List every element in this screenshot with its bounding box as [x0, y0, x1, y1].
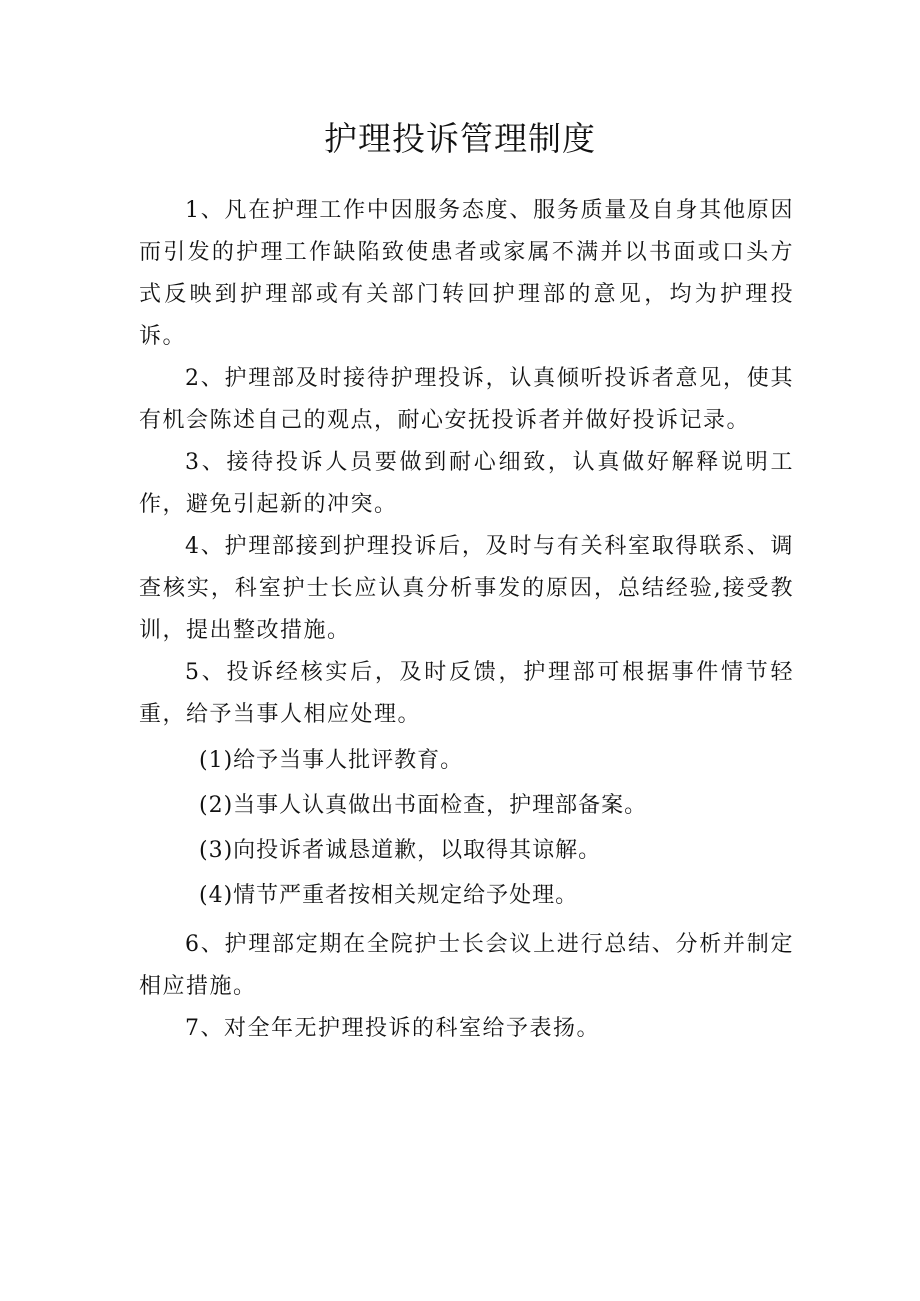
paragraph-5: 5、投诉经核实后，及时反馈，护理部可根据事件情节轻重，给予当事人相应处理。	[139, 660, 794, 727]
paragraph-6: 6、护理部定期在全院护士长会议上进行总结、分析并制定相应措施。	[139, 932, 794, 999]
paragraph-2: 2、护理部及时接待护理投诉，认真倾听投诉者意见，使其有机会陈述自己的观点，耐心安抚投诉者并做好投诉记录。	[139, 366, 794, 433]
penalty-item-2: (2)当事人认真做出书面检查，护理部备案。	[199, 793, 648, 818]
document-body	[139, 190, 794, 1050]
paragraph-7: 7、对全年无护理投诉的科室给予表扬。	[185, 1016, 600, 1041]
penalty-item-3: (3)向投诉者诚恳道歉，以取得其谅解。	[199, 838, 602, 863]
penalty-item-1: (1)给予当事人批评教育。	[199, 748, 464, 773]
document-title: 护理投诉管理制度	[324, 119, 596, 158]
paragraph-4: 4、护理部接到护理投诉后，及时与有关科室取得联系、调查核实，科室护士长应认真分析事发的原因，总结经验,接受教训，提出整改措施。	[139, 534, 794, 643]
paragraph-3: 3、接待投诉人员要做到耐心细致，认真做好解释说明工作，避免引起新的冲突。	[139, 450, 794, 517]
penalty-list	[139, 738, 794, 918]
paragraph-1: 1、凡在护理工作中因服务态度、服务质量及自身其他原因而引发的护理工作缺陷致使患者或家属不满并以书面或口头方式反映到护理部或有关部门转回护理部的意见，均为护理投诉。	[139, 198, 794, 349]
penalty-item-4: (4)情节严重者按相关规定给予处理。	[199, 883, 579, 908]
